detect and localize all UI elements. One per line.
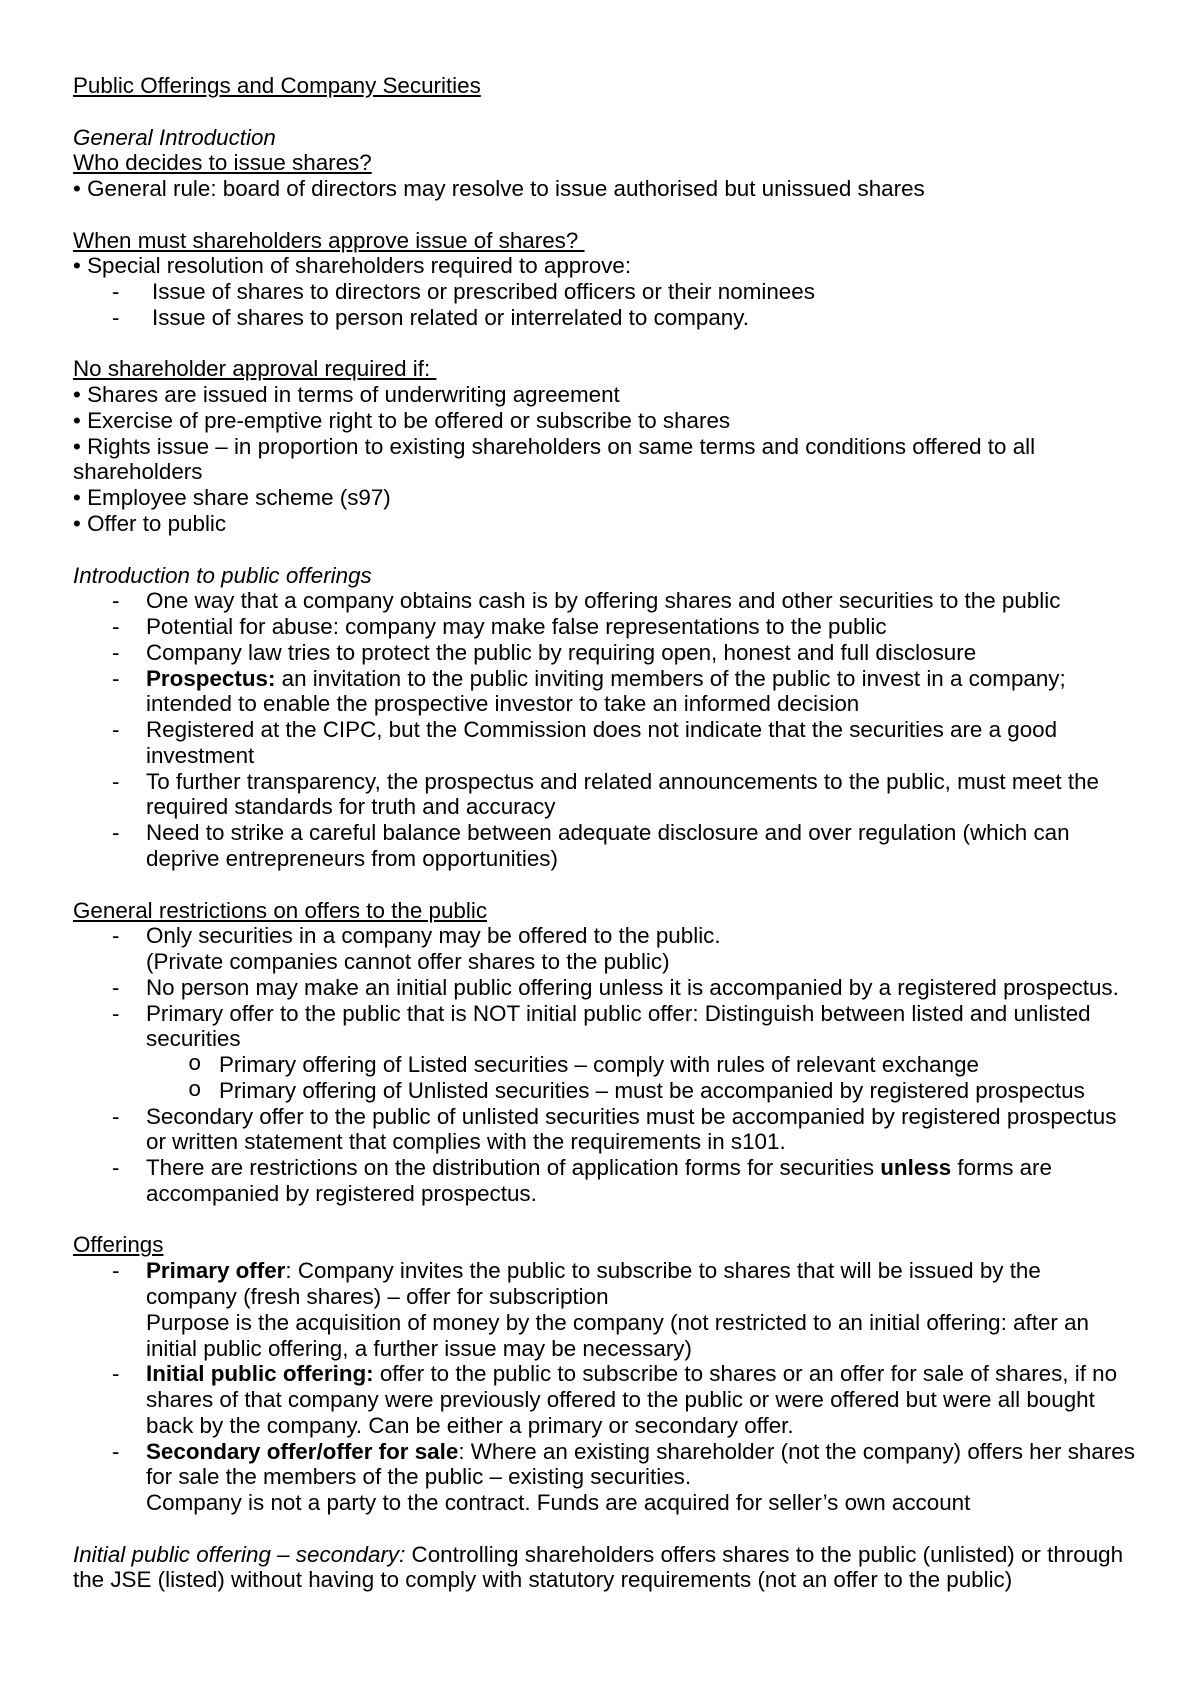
dash-marker: - xyxy=(112,1258,120,1284)
list-item xyxy=(0,717,1200,743)
list-item-continuation xyxy=(0,1284,1200,1310)
bullet-marker: • xyxy=(73,407,81,433)
list-item-text: forms are xyxy=(951,1155,1052,1181)
subsection-heading: No shareholder approval required if: xyxy=(73,356,437,382)
list-item xyxy=(0,305,1200,331)
document-title: Public Offerings and Company Securities xyxy=(73,73,481,98)
list-item-continuation xyxy=(0,1387,1200,1413)
section-heading: Introduction to public offerings xyxy=(73,562,372,588)
list-item-continuation xyxy=(0,1336,1200,1362)
list-item xyxy=(0,666,1200,692)
paragraph-text: Controlling shareholders offers shares to the public (unlisted) or through xyxy=(405,1541,1124,1567)
dash-marker: - xyxy=(112,1438,120,1464)
list-item-text: initial public offering, a further issue may be necessary) xyxy=(146,1335,692,1361)
bullet-marker: • xyxy=(73,511,81,537)
list-item-continuation xyxy=(0,1464,1200,1490)
bullet-marker: • xyxy=(73,382,81,408)
bullet-text: Special resolution of shareholders required to approve: xyxy=(87,253,632,279)
section-heading-line xyxy=(0,125,1200,151)
bold-term: Primary offer xyxy=(146,1258,286,1284)
paragraph-line xyxy=(0,1542,1200,1568)
sub-list-item xyxy=(0,1078,1200,1104)
list-item-text: Need to strike a careful balance between adequate disclosure and over regulation (which can xyxy=(146,820,1070,846)
list-item-text: or written statement that complies with the requirements in s101. xyxy=(146,1129,786,1155)
bullet-text: General rule: board of directors may resolve to issue authorised but unissued shares xyxy=(87,176,925,202)
bullet-item xyxy=(0,408,1200,434)
list-item-text: offer to the public to subscribe to shares or an offer for sale of shares, if no xyxy=(373,1361,1118,1387)
dash-marker: - xyxy=(112,974,120,1000)
bullet-item-continuation xyxy=(0,459,1200,485)
list-item-text: securities xyxy=(146,1026,241,1052)
list-item-text: Potential for abuse: company may make false representations to the public xyxy=(146,614,887,640)
list-item-continuation xyxy=(0,1490,1200,1516)
list-item-text: Registered at the CIPC, but the Commission does not indicate that the securities are a good xyxy=(146,717,1058,743)
list-item-text: Primary offer to the public that is NOT initial public offer: Distinguish between listed and unlisted xyxy=(146,1000,1091,1026)
section-heading: Offerings xyxy=(73,1232,164,1258)
blank-line xyxy=(0,99,1200,125)
bullet-marker: • xyxy=(73,253,81,279)
dash-marker: - xyxy=(112,923,120,949)
sub-list-item-text: Primary offering of Unlisted securities – must be accompanied by registered prospectus xyxy=(219,1077,1085,1103)
list-item-text: Purpose is the acquisition of money by the company (not restricted to an initial offering: after an xyxy=(146,1309,1089,1335)
subsection-heading: Who decides to issue shares? xyxy=(73,150,372,176)
subsection-heading: When must shareholders approve issue of shares? xyxy=(73,227,585,253)
dash-marker: - xyxy=(112,614,120,640)
list-item-continuation xyxy=(0,846,1200,872)
list-item-text: To further transparency, the prospectus and related announcements to the public, must meet the xyxy=(146,768,1099,794)
list-item-continuation xyxy=(0,1026,1200,1052)
bullet-text: Shares are issued in terms of underwriting agreement xyxy=(87,382,620,408)
list-item xyxy=(0,588,1200,614)
list-item-continuation xyxy=(0,743,1200,769)
dash-marker: - xyxy=(112,588,120,614)
list-item-text: Company law tries to protect the public by requiring open, honest and full disclosure xyxy=(146,639,977,665)
list-item xyxy=(0,1439,1200,1465)
bullet-marker: • xyxy=(73,485,81,511)
paragraph-line xyxy=(0,1567,1200,1593)
list-item xyxy=(0,769,1200,795)
list-item-text: intended to enable the prospective investor to take an informed decision xyxy=(146,691,860,717)
list-item-text: Secondary offer to the public of unlisted securities must be accompanied by registered prospectus xyxy=(146,1103,1117,1129)
dash-marker: - xyxy=(112,1103,120,1129)
list-item-text: investment xyxy=(146,742,255,768)
list-item xyxy=(0,279,1200,305)
list-item-text: : Company invites the public to subscribe to shares that will be issued by the xyxy=(285,1258,1041,1284)
section-heading: General restrictions on offers to the public xyxy=(73,897,488,923)
section-heading: General Introduction xyxy=(73,124,276,150)
list-item-text: accompanied by registered prospectus. xyxy=(146,1180,537,1206)
subsection-heading-line xyxy=(0,356,1200,382)
list-item-text: Issue of shares to person related or interrelated to company. xyxy=(152,304,749,330)
italic-term: Initial public offering – secondary: xyxy=(73,1541,406,1567)
bullet-item xyxy=(0,434,1200,460)
title-line xyxy=(0,73,1200,99)
dash-marker: - xyxy=(112,1155,120,1181)
blank-line xyxy=(0,1516,1200,1542)
list-item-continuation xyxy=(0,1413,1200,1439)
section-heading-line xyxy=(0,563,1200,589)
list-item xyxy=(0,1104,1200,1130)
paragraph-text: the JSE (listed) without having to comply with statutory requirements (not an offer to the public) xyxy=(73,1567,1013,1593)
list-item xyxy=(0,975,1200,1001)
list-item xyxy=(0,1258,1200,1284)
dash-marker: - xyxy=(112,717,120,743)
bold-term: Prospectus: xyxy=(146,665,276,691)
bullet-item xyxy=(0,485,1200,511)
list-item-continuation xyxy=(0,691,1200,717)
bullet-marker: • xyxy=(73,433,81,459)
blank-line xyxy=(0,202,1200,228)
list-item-text: One way that a company obtains cash is by offering shares and other securities to the public xyxy=(146,588,1061,614)
bullet-item xyxy=(0,511,1200,537)
bold-emphasis: unless xyxy=(880,1155,952,1181)
bullet-item xyxy=(0,253,1200,279)
list-item-text: (Private companies cannot offer shares to the public) xyxy=(146,949,670,975)
blank-line xyxy=(0,537,1200,563)
dash-marker: - xyxy=(112,665,120,691)
list-item xyxy=(0,1361,1200,1387)
list-item-text: Issue of shares to directors or prescribed officers or their nominees xyxy=(152,279,815,305)
bullet-item xyxy=(0,382,1200,408)
list-item xyxy=(0,640,1200,666)
list-item xyxy=(0,614,1200,640)
dash-marker: - xyxy=(112,279,120,305)
section-heading-line xyxy=(0,898,1200,924)
list-item-text: There are restrictions on the distribution of application forms for securities xyxy=(146,1155,881,1181)
bullet-text: Exercise of pre-emptive right to be offered or subscribe to shares xyxy=(87,407,731,433)
dash-marker: - xyxy=(112,304,120,330)
list-item-text: back by the company. Can be either a primary or secondary offer. xyxy=(146,1412,794,1438)
blank-line xyxy=(0,331,1200,357)
bold-term: Secondary offer/offer for sale xyxy=(146,1438,459,1464)
bullet-text: shareholders xyxy=(73,459,203,485)
list-item-continuation xyxy=(0,1129,1200,1155)
bullet-item xyxy=(0,176,1200,202)
bold-term: Initial public offering: xyxy=(146,1361,374,1387)
list-item-text: deprive entrepreneurs from opportunities) xyxy=(146,845,558,871)
sub-list-item xyxy=(0,1052,1200,1078)
list-item-text: an invitation to the public inviting members of the public to invest in a company; xyxy=(275,665,1066,691)
list-item-text: for sale the members of the public – existing securities. xyxy=(146,1464,692,1490)
list-item-text: company (fresh shares) – offer for subscription xyxy=(146,1283,609,1309)
section-heading-line xyxy=(0,1232,1200,1258)
list-item-text: shares of that company were previously offered to the public or were offered but were all bought xyxy=(146,1387,1095,1413)
list-item xyxy=(0,1001,1200,1027)
list-item-text: required standards for truth and accuracy xyxy=(146,794,556,820)
subsection-heading-line xyxy=(0,228,1200,254)
list-item-text: Company is not a party to the contract. Funds are acquired for seller’s own account xyxy=(146,1490,971,1516)
list-item xyxy=(0,923,1200,949)
list-item xyxy=(0,1155,1200,1181)
list-item-text: : Where an existing shareholder (not the company) offers her shares xyxy=(458,1438,1135,1464)
circle-marker: o xyxy=(188,1076,202,1103)
list-item-text: No person may make an initial public offering unless it is accompanied by a registered prospectus. xyxy=(146,974,1119,1000)
list-item-continuation xyxy=(0,1181,1200,1207)
list-item-continuation xyxy=(0,1310,1200,1336)
dash-marker: - xyxy=(112,639,120,665)
list-item-text: Only securities in a company may be offered to the public. xyxy=(146,923,721,949)
bullet-marker: • xyxy=(73,176,81,202)
bullet-text: Offer to public xyxy=(87,511,227,537)
dash-marker: - xyxy=(112,768,120,794)
list-item-continuation xyxy=(0,949,1200,975)
subsection-heading-line xyxy=(0,150,1200,176)
bullet-text: Rights issue – in proportion to existing shareholders on same terms and conditions offered to all xyxy=(87,433,1036,459)
bullet-text: Employee share scheme (s97) xyxy=(87,485,391,511)
list-item-continuation xyxy=(0,794,1200,820)
dash-marker: - xyxy=(112,1361,120,1387)
dash-marker: - xyxy=(112,1000,120,1026)
blank-line xyxy=(0,872,1200,898)
sub-list-item-text: Primary offering of Listed securities – comply with rules of relevant exchange xyxy=(219,1052,979,1078)
circle-marker: o xyxy=(188,1051,202,1078)
blank-line xyxy=(0,1207,1200,1233)
dash-marker: - xyxy=(112,820,120,846)
list-item xyxy=(0,820,1200,846)
